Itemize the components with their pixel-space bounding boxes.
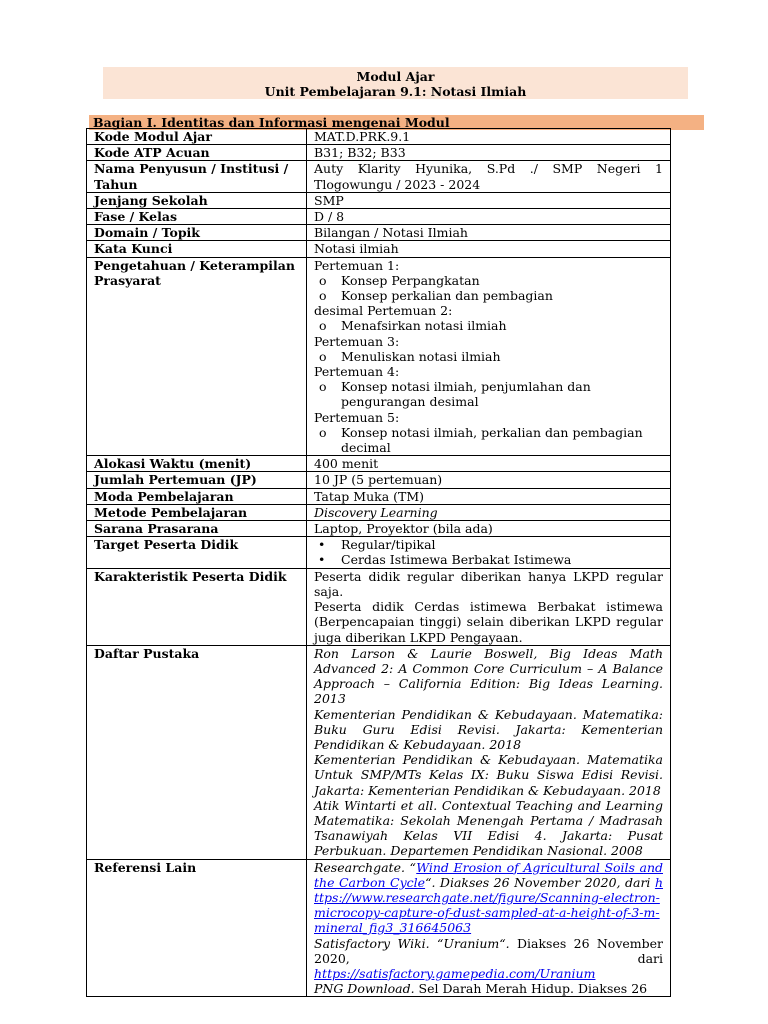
bullet-icon: • [318, 537, 326, 553]
bullet-icon: • [318, 552, 326, 568]
list-item [314, 273, 663, 288]
row-label: Kode ATP Acuan [87, 145, 307, 161]
reference-entry: Atik Wintarti et all. Contextual Teaching and Learning Matematika: Sekolah Menengah Pertama / Madrasah Tsanawiyah Kelas VII Edisi 4. Jakarta: Pusat Perbukuan. Departemen Pendidikan Nasional. 2008 [314, 797, 663, 859]
list-item [314, 425, 663, 455]
row-label: Kata Kunci [87, 241, 307, 257]
circle-bullet-icon: o [319, 348, 327, 364]
row-value: SMP [307, 192, 671, 208]
reference-text: Sel Darah Merah Hidup. Diakses 26 [414, 981, 648, 997]
table-row [87, 241, 671, 257]
row-value: Notasi ilmiah [307, 241, 671, 257]
document-subtitle: Unit Pembelajaran 9.1: Notasi Ilmiah [264, 84, 527, 99]
reference-url-link[interactable]: https://www.researchgate.net/figure/Scanning-electron-microcopy-capture-of-dust-sampled-at-a-height-of-3-m-mineral_fig3_316645063 [314, 874, 663, 936]
reference-entry: Kementerian Pendidikan & Kebudayaan. Matematika: Buku Guru Edisi Revisi. Jakarta: Kementerian Pendidikan & Kebudayaan. 2018 [314, 706, 663, 752]
table-row [87, 537, 671, 568]
reference-entry [314, 936, 663, 982]
row-label: Jenjang Sekolah [87, 192, 307, 208]
table-row [87, 645, 671, 859]
row-label: Moda Pembelajaran [87, 488, 307, 504]
table-row [87, 192, 671, 208]
table-row [87, 225, 671, 241]
list-item-text: Menafsirkan notasi ilmiah [341, 318, 507, 334]
table-row [87, 521, 671, 537]
reference-url-link[interactable]: https://satisfactory.gamepedia.com/Uranium [314, 965, 596, 981]
circle-bullet-icon: o [319, 318, 327, 334]
row-value-target [307, 537, 671, 568]
row-value: MAT.D.PRK.9.1 [307, 129, 671, 145]
list-item [314, 318, 663, 333]
row-value-pustaka [307, 645, 671, 859]
row-label: Daftar Pustaka [87, 645, 307, 859]
row-label: Alokasi Waktu (menit) [87, 456, 307, 472]
table-row [87, 161, 671, 192]
circle-bullet-icon: o [319, 272, 327, 288]
row-label: Sarana Prasarana [87, 521, 307, 537]
circle-bullet-icon: o [319, 288, 327, 304]
row-value: 10 JP (5 pertemuan) [307, 472, 671, 488]
row-label: Fase / Kelas [87, 209, 307, 225]
meeting-heading: Pertemuan 3: [314, 333, 400, 349]
meeting-heading: Pertemuan 1: [314, 257, 400, 273]
reference-source: Satisfactory Wiki. “Uranium“. [314, 935, 510, 951]
list-item [314, 552, 663, 567]
row-label: Karakteristik Peserta Didik [87, 568, 307, 645]
row-label: Target Peserta Didik [87, 537, 307, 568]
list-item [314, 349, 663, 364]
table-row [87, 129, 671, 145]
list-item-text: Konsep Perpangkatan [341, 272, 480, 288]
circle-bullet-icon: o [319, 379, 327, 395]
list-item-text: Konsep notasi ilmiah, perkalian dan pembagian decimal [341, 424, 643, 456]
document-title-box [103, 67, 688, 99]
row-label: Kode Modul Ajar [87, 129, 307, 145]
table-row [87, 488, 671, 504]
table-row [87, 209, 671, 225]
row-label: Jumlah Pertemuan (JP) [87, 472, 307, 488]
row-label: Metode Pembelajaran [87, 504, 307, 520]
table-row [87, 257, 671, 456]
list-item [314, 379, 663, 409]
row-value-prasyarat [307, 257, 671, 456]
list-item-text: Menuliskan notasi ilmiah [341, 348, 501, 364]
list-item-text: Regular/tipikal [341, 537, 436, 553]
paragraph: Peserta didik regular diberikan hanya LKPD regular saja. [314, 568, 663, 599]
row-label: Domain / Topik [87, 225, 307, 241]
row-value-karakteristik [307, 568, 671, 645]
section-heading: Bagian I. Identitas dan Informasi mengenai Modul [89, 115, 704, 130]
identity-table [86, 128, 671, 997]
row-value: 400 menit [307, 456, 671, 472]
row-label: Referensi Lain [87, 859, 307, 997]
row-value: D / 8 [307, 209, 671, 225]
row-value: Discovery Learning [307, 504, 671, 520]
table-row [87, 472, 671, 488]
meeting-heading: Pertemuan 4: [314, 364, 400, 380]
meeting-heading: desimal Pertemuan 2: [314, 303, 453, 319]
table-row [87, 504, 671, 520]
paragraph: Peserta didik Cerdas istimewa Berbakat istimewa (Berpencapaian tinggi) selain diberikan LKPD regular juga diberikan LKPD Pengayaan. [314, 599, 663, 645]
table-row [87, 568, 671, 645]
row-value-referensi [307, 859, 671, 997]
table-row [87, 145, 671, 161]
list-item-text: Cerdas Istimewa Berbakat Istimewa [341, 552, 572, 568]
document-title: Modul Ajar [356, 69, 435, 84]
table-row [87, 456, 671, 472]
reference-title-link[interactable]: Wind Erosion of Agricultural Soils and the Carbon Cycle [314, 859, 663, 890]
row-value: Bilangan / Notasi Ilmiah [307, 225, 671, 241]
table-row [87, 859, 671, 997]
list-item [314, 288, 663, 303]
meeting-heading: Pertemuan 5: [314, 409, 400, 425]
reference-source: PNG Download. [314, 981, 415, 997]
circle-bullet-icon: o [319, 424, 327, 440]
row-label: Pengetahuan / Keterampilan Prasyarat [87, 257, 307, 456]
row-value: Auty Klarity Hyunika, S.Pd ./ SMP Negeri 1 Tlogowungu / 2023 - 2024 [307, 161, 671, 192]
reference-entry [314, 981, 663, 996]
row-value: B31; B32; B33 [307, 145, 671, 161]
reference-source: Researchgate. “ [314, 859, 417, 875]
reference-access: “. Diakses 26 November 2020, dari [425, 874, 651, 890]
list-item [314, 537, 663, 552]
reference-entry [314, 860, 663, 936]
reference-entry: Ron Larson & Laurie Boswell, Big Ideas Math Advanced 2: A Common Core Curriculum – A Balance Approach – California Edition: Big Ideas Learning. 2013 [314, 645, 663, 707]
reference-access: Diakses 26 November 2020, dari [314, 935, 664, 966]
row-value: Laptop, Proyektor (bila ada) [307, 521, 671, 537]
list-item-text: Konsep perkalian dan pembagian [341, 288, 553, 304]
row-label: Nama Penyusun / Institusi / Tahun [87, 161, 307, 192]
row-value: Tatap Muka (TM) [307, 488, 671, 504]
reference-entry: Kementerian Pendidikan & Kebudayaan. Matematika Untuk SMP/MTs Kelas IX: Buku Siswa Edisi Revisi. Jakarta: Kementerian Pendidikan & Kebudayaan. 2018 [314, 752, 663, 798]
list-item-text: Konsep notasi ilmiah, penjumlahan dan pengurangan desimal [341, 379, 591, 410]
